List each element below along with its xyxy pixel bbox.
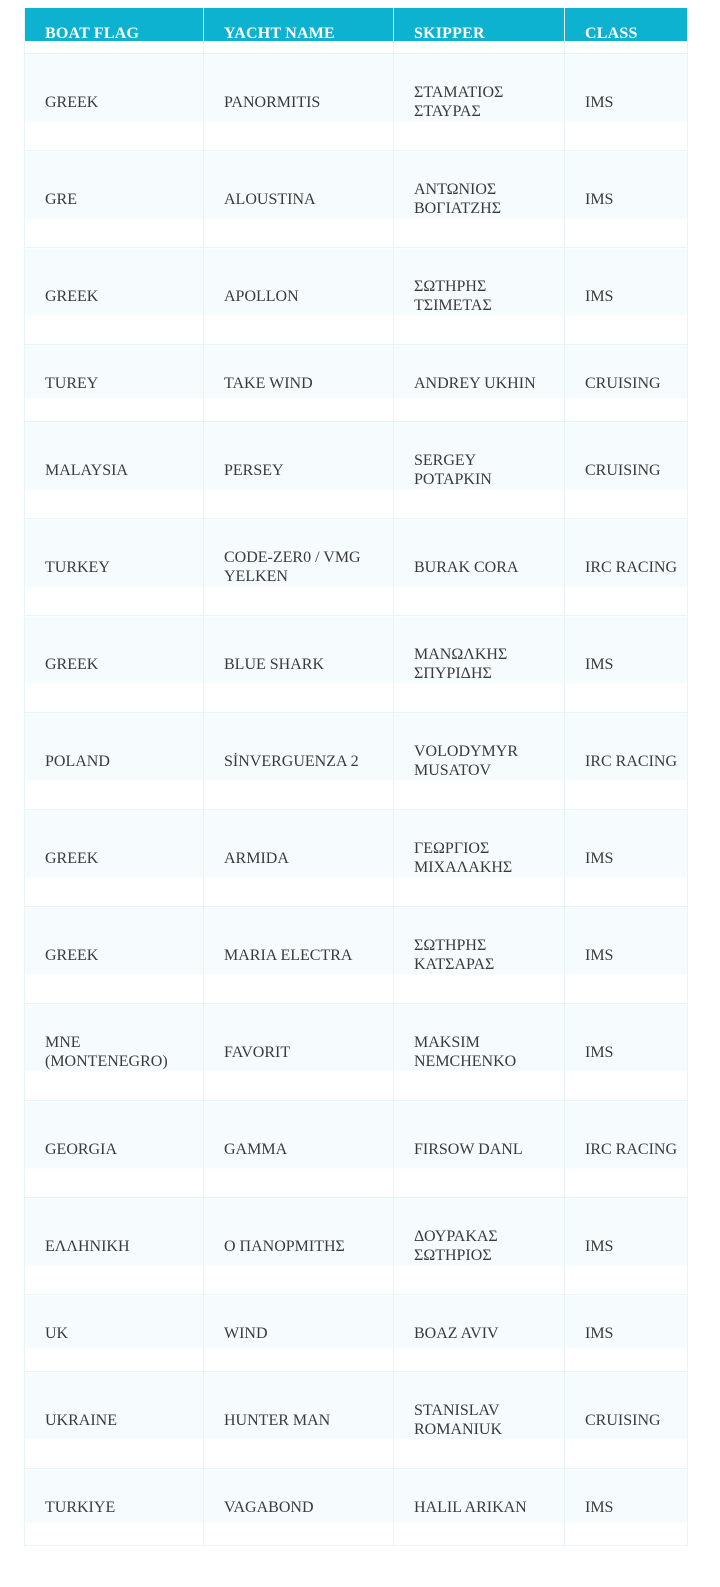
header-boat-flag: BOAT FLAG: [25, 8, 204, 41]
cell-class: IMS: [565, 1004, 688, 1101]
cell-boat-flag: TURKIYE: [25, 1469, 204, 1546]
cell-class: CRUISING: [565, 345, 688, 422]
cell-class: IMS: [565, 1469, 688, 1546]
cell-skipper: ΓΕΩΡΓΙΟΣ ΜΙΧΑΛΑΚΗΣ: [394, 810, 565, 907]
cell-skipper: ΔΟΥΡΑΚΑΣ ΣΩΤΗΡΙΟΣ: [394, 1198, 565, 1295]
cell-class: IMS: [565, 248, 688, 345]
cell-yacht-name: PANORMITIS: [204, 54, 394, 151]
cell-yacht-name: MARIA ELECTRA: [204, 907, 394, 1004]
table-row: [25, 810, 688, 907]
cell-class: IMS: [565, 907, 688, 1004]
cell-yacht-name: VAGABOND: [204, 1469, 394, 1546]
cell-skipper: SERGEY POTAPKIN: [394, 422, 565, 519]
cell-skipper: ΣΩΤΗΡΗΣ ΤΣΙΜΕΤΑΣ: [394, 248, 565, 345]
cell-skipper: ΣΩΤΗΡΗΣ ΚΑΤΣΑΡΑΣ: [394, 907, 565, 1004]
cell-skipper: ΜΑΝΩΛΚΗΣ ΣΠΥΡΙΔΗΣ: [394, 616, 565, 713]
cell-class: IRC RACING: [565, 713, 688, 810]
cell-class: IMS: [565, 1295, 688, 1372]
cell-boat-flag: GRE: [25, 151, 204, 248]
participants-table-container: [24, 8, 687, 1546]
table-row: [25, 1295, 688, 1372]
cell-boat-flag: GREEK: [25, 248, 204, 345]
cell-boat-flag: TUREY: [25, 345, 204, 422]
cell-skipper: MAKSIM NEMCHENKO: [394, 1004, 565, 1101]
cell-boat-flag: UKRAINE: [25, 1372, 204, 1469]
cell-yacht-name: ARMIDA: [204, 810, 394, 907]
cell-skipper: VOLODYMYR MUSATOV: [394, 713, 565, 810]
cell-class: CRUISING: [565, 1372, 688, 1469]
cell-yacht-name: APOLLON: [204, 248, 394, 345]
cell-yacht-name: TAKE WIND: [204, 345, 394, 422]
table-row: [25, 54, 688, 151]
header-class: CLASS: [565, 8, 688, 41]
cell-class: IMS: [565, 810, 688, 907]
cell-class: IRC RACING: [565, 1101, 688, 1198]
cell-skipper: ANDREY UKHIN: [394, 345, 565, 422]
table-row: [25, 422, 688, 519]
cell-yacht-name: FAVORIT: [204, 1004, 394, 1101]
table-row: [25, 1198, 688, 1295]
cell-boat-flag: MALAYSIA: [25, 422, 204, 519]
table-row: [25, 1004, 688, 1101]
cell-boat-flag: ΕΛΛΗΝΙΚΗ: [25, 1198, 204, 1295]
cell-class: IRC RACING: [565, 519, 688, 616]
table-row: [25, 345, 688, 422]
cell-class: IMS: [565, 1198, 688, 1295]
cell-boat-flag: UK: [25, 1295, 204, 1372]
cell-class: IMS: [565, 616, 688, 713]
table-header-row: [25, 8, 688, 41]
cell-skipper: BOAZ AVIV: [394, 1295, 565, 1372]
cell-boat-flag: TURKEY: [25, 519, 204, 616]
cell-yacht-name: CODE-ZER0 / VMG YELKEN: [204, 519, 394, 616]
table-row: [25, 1372, 688, 1469]
table-row: [25, 907, 688, 1004]
header-spacer: [25, 41, 688, 54]
cell-boat-flag: GREEK: [25, 907, 204, 1004]
header-yacht-name: YACHT NAME: [204, 8, 394, 41]
cell-skipper: STANISLAV ROMANIUK: [394, 1372, 565, 1469]
cell-class: CRUISING: [565, 422, 688, 519]
cell-skipper: ΣΤΑΜΑΤΙΟΣ ΣΤΑΥΡΑΣ: [394, 54, 565, 151]
table-row: [25, 1469, 688, 1546]
cell-class: IMS: [565, 54, 688, 151]
table-row: [25, 519, 688, 616]
table-row: [25, 713, 688, 810]
cell-boat-flag: GREEK: [25, 54, 204, 151]
header-skipper: SKIPPER: [394, 8, 565, 41]
cell-skipper: BURAK CORA: [394, 519, 565, 616]
cell-yacht-name: SİNVERGUENZA 2: [204, 713, 394, 810]
cell-boat-flag: GEORGIA: [25, 1101, 204, 1198]
cell-boat-flag: GREEK: [25, 810, 204, 907]
cell-yacht-name: HUNTER MAN: [204, 1372, 394, 1469]
table-row: [25, 616, 688, 713]
cell-yacht-name: BLUE SHARK: [204, 616, 394, 713]
cell-yacht-name: ALOUSTINA: [204, 151, 394, 248]
table-row: [25, 1101, 688, 1198]
cell-yacht-name: GAMMA: [204, 1101, 394, 1198]
cell-skipper: ΑΝΤΩΝΙΟΣ ΒΟΓΙΑΤΖΗΣ: [394, 151, 565, 248]
cell-skipper: FIRSOW DANL: [394, 1101, 565, 1198]
cell-skipper: HALIL ARIKAN: [394, 1469, 565, 1546]
cell-yacht-name: WIND: [204, 1295, 394, 1372]
participants-table: [24, 8, 688, 1546]
cell-boat-flag: GREEK: [25, 616, 204, 713]
cell-class: IMS: [565, 151, 688, 248]
cell-yacht-name: PERSEY: [204, 422, 394, 519]
cell-yacht-name: Ο ΠΑΝΟΡΜΙΤΗΣ: [204, 1198, 394, 1295]
table-row: [25, 248, 688, 345]
cell-boat-flag: MNE (MONTENEGRO): [25, 1004, 204, 1101]
table-row: [25, 151, 688, 248]
cell-boat-flag: POLAND: [25, 713, 204, 810]
